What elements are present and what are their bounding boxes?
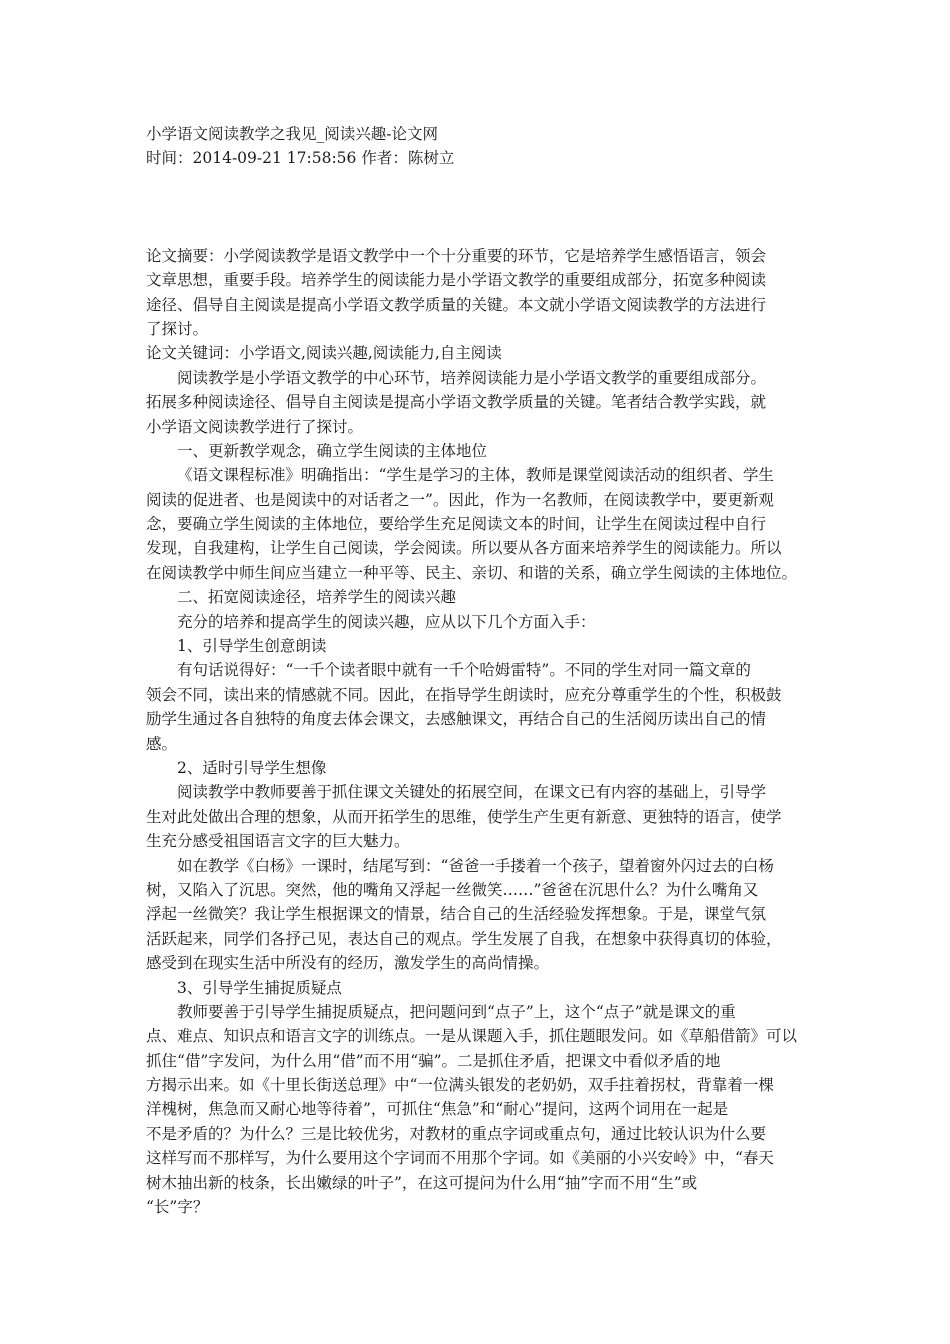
body-line: 念，要确立学生阅读的主体地位，要给学生充足阅读文本的时间，让学生在阅读过程中自行 bbox=[146, 515, 767, 534]
body-line: 充分的培养和提高学生的阅读兴趣，应从以下几个方面入手： bbox=[177, 612, 596, 631]
spacer bbox=[146, 171, 810, 244]
document-page bbox=[146, 122, 810, 1219]
keywords: 论文关键词：小学语文,阅读兴趣,阅读能力,自主阅读 bbox=[146, 344, 502, 363]
body-line: 阅读教学是小学语文教学的中心环节，培养阅读能力是小学语文教学的重要组成部分。 bbox=[177, 368, 767, 387]
body-line: 阅读的促进者、也是阅读中的对话者之一”。因此，作为一名教师，在阅读教学中，要更新观 bbox=[146, 490, 774, 509]
abstract-line: 了探讨。 bbox=[146, 319, 209, 338]
body-line: 生充分感受祖国语言文字的巨大魅力。 bbox=[146, 832, 410, 851]
body-line: 1、引导学生创意朗读 bbox=[177, 637, 327, 656]
body-line: 树，又陷入了沉思。突然，他的嘴角又浮起一丝微笑……”爸爸在沉思什么？为什么嘴角又 bbox=[146, 880, 759, 899]
body-line: 领会不同，读出来的情感就不同。因此，在指导学生朗读时，应充分尊重学生的个性，积极鼓 bbox=[146, 685, 782, 704]
body-line: 在阅读教学中师生间应当建立一种平等、民主、亲切、和谐的关系，确立学生阅读的主体地位。 bbox=[146, 563, 798, 582]
body-line: 教师要善于引导学生捕捉质疑点，把问题问到“点子”上，这个“点子”就是课文的重 bbox=[177, 1002, 736, 1021]
body-line: “长”字？ bbox=[146, 1198, 209, 1217]
body-line: 2、适时引导学生想像 bbox=[177, 758, 327, 777]
abstract-line: 途径、倡导自主阅读是提高小学语文教学质量的关键。本文就小学语文阅读教学的方法进行 bbox=[146, 295, 767, 314]
body-line: 如在教学《白杨》一课时，结尾写到：“爸爸一手搂着一个孩子，望着窗外闪过去的白杨 bbox=[177, 856, 774, 875]
article-title: 小学语文阅读教学之我见_阅读兴趣-论文网 bbox=[146, 125, 438, 143]
body-line: 点、难点、知识点和语言文字的训练点。一是从课题入手，抓住题眼发问。如《草船借箭》可以 bbox=[146, 1027, 798, 1046]
body-line: 活跃起来，同学们各抒己见，表达自己的观点。学生发展了自我，在想象中获得真切的体验， bbox=[146, 929, 782, 948]
article-body bbox=[146, 366, 810, 1220]
body-line: 有句话说得好：“一千个读者眼中就有一千个哈姆雷特”。不同的学生对同一篇文章的 bbox=[177, 661, 751, 680]
body-line: 拓展多种阅读途径、倡导自主阅读是提高小学语文教学质量的关键。笔者结合教学实践，就 bbox=[146, 393, 767, 412]
body-line: 这样写而不那样写，为什么要用这个字词而不用那个字词。如《美丽的小兴安岭》中，“春天 bbox=[146, 1149, 774, 1168]
body-line: 生对此处做出合理的想象，从而开拓学生的思维，使学生产生更有新意、更独特的语言，使学 bbox=[146, 807, 782, 826]
body-line: 励学生通过各自独特的角度去体会课文，去感触课文，再结合自己的生活阅历读出自己的情 bbox=[146, 710, 767, 729]
body-line: 《语文课程标准》明确指出：“学生是学习的主体，教师是课堂阅读活动的组织者、学生 bbox=[177, 466, 774, 485]
body-line: 感受到在现实生活中所没有的经历，激发学生的高尚情操。 bbox=[146, 954, 550, 973]
body-line: 不是矛盾的？为什么？三是比较优劣，对教材的重点字词或重点句，通过比较认识为什么要 bbox=[146, 1124, 767, 1143]
body-line: 发现，自我建构，让学生自己阅读，学会阅读。所以要从各方面来培养学生的阅读能力。所以 bbox=[146, 539, 782, 558]
body-line: 感。 bbox=[146, 734, 178, 753]
body-line: 方揭示出来。如《十里长街送总理》中“一位满头银发的老奶奶，双手拄着拐杖，背靠着一棵 bbox=[146, 1076, 774, 1095]
body-line: 二、拓宽阅读途径，培养学生的阅读兴趣 bbox=[177, 588, 457, 607]
body-line: 阅读教学中教师要善于抓住课文关键处的拓展空间，在课文已有内容的基础上，引导学 bbox=[177, 783, 767, 802]
abstract-line: 论文摘要：小学阅读教学是语文教学中一个十分重要的环节，它是培养学生感悟语言，领会 bbox=[146, 246, 767, 265]
abstract-line: 文章思想，重要手段。培养学生的阅读能力是小学语文教学的重要组成部分，拓宽多种阅读 bbox=[146, 271, 767, 290]
body-line: 洋槐树，焦急而又耐心地等待着”，可抓住“焦急”和“耐心”提问，这两个词用在一起是 bbox=[146, 1100, 729, 1119]
body-line: 树木抽出新的枝条，长出嫩绿的叶子”，在这可提问为什么用“抽”字而不用“生”或 bbox=[146, 1173, 698, 1192]
body-line: 3、引导学生捕捉质疑点 bbox=[177, 978, 342, 997]
body-line: 浮起一丝微笑？我让学生根据课文的情景，结合自己的生活经验发挥想象。于是，课堂气氛 bbox=[146, 905, 767, 924]
body-line: 抓住“借”字发问，为什么用“借”而不用“骗”。二是抓住矛盾，把课文中看似矛盾的地 bbox=[146, 1051, 721, 1070]
body-line: 一、更新教学观念，确立学生阅读的主体地位 bbox=[177, 441, 488, 460]
body-line: 小学语文阅读教学进行了探讨。 bbox=[146, 417, 364, 436]
article-meta: 时间：2014-09-21 17:58:56 作者：陈树立 bbox=[146, 149, 455, 168]
